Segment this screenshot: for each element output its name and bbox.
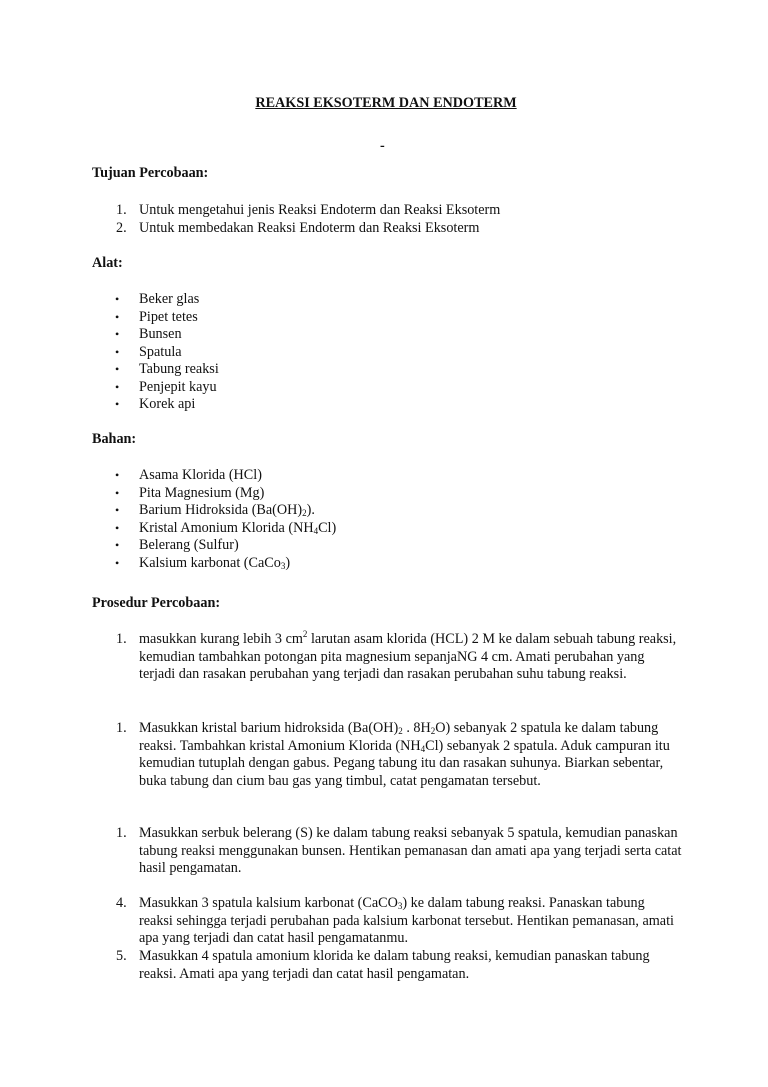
list-item: [92, 379, 692, 397]
bullet-icon: •: [115, 538, 120, 552]
list-item: [92, 344, 692, 362]
alat-list: [92, 291, 692, 414]
item-text: Bunsen: [139, 326, 182, 342]
list-item: [92, 309, 692, 327]
bahan-list: [92, 467, 692, 572]
step-text: [92, 895, 682, 948]
subscript: 4: [420, 743, 426, 754]
subscript: 4: [313, 525, 319, 536]
step-number: 5.: [116, 948, 127, 964]
step-text-part: Cl) sebanyak 2 spatula. Aduk campuran itu kemudian tutuplah dengan gabus. Pegang tabung itu dan rasakan suhunya. Biarkan sebentar, buka tabung dan cium bau gas yang timbul, catat pengamatan tersebut.: [139, 737, 670, 789]
step-text-part: masukkan kurang lebih 3 cm: [139, 631, 303, 647]
item-text: Pita Magnesium (Mg): [139, 484, 265, 501]
bullet-icon: •: [115, 397, 120, 411]
step-text-part: O) sebanyak 2 spatula ke dalam tabung reaksi. Tambahkan kristal Amonium Klorida (NH: [139, 720, 659, 754]
bullet-icon: •: [115, 344, 120, 359]
list-item: [92, 361, 692, 379]
item-text: Kalsium karbonat (CaCo: [139, 554, 281, 571]
item-text: Pipet tetes: [139, 308, 198, 325]
step-text: Masukkan 4 spatula amonium klorida ke dalam tabung reaksi, kemudian panaskan tabung reaksi. Amati apa yang terjadi dan catat hasil pengamatan.: [139, 948, 650, 982]
list-item: [92, 396, 692, 414]
title-dash: -: [380, 138, 385, 154]
subscript: 2: [302, 508, 307, 518]
tujuan-list: [92, 202, 692, 237]
bullet-icon: •: [115, 309, 120, 324]
bullet-icon: •: [115, 292, 120, 306]
item-text: Barium Hidroksida (Ba(OH): [139, 502, 303, 518]
alat-heading: Alat:: [92, 255, 123, 271]
list-item: [92, 485, 692, 503]
step-text-part: . 8H: [402, 720, 431, 736]
step-text-part: ) ke dalam tabung reaksi. Panaskan tabung reaksi sehingga terjadi perubahan pada kalsium karbonat tersebut. Hentikan pemanasan, amati apa yang terjadi dan catat hasil pengamatanmu.: [139, 895, 674, 946]
bullet-icon: •: [115, 485, 120, 500]
list-item: [92, 326, 692, 344]
procedure-step: [92, 825, 682, 878]
procedure-step: [92, 948, 682, 983]
item-text: Penjepit kayu: [139, 378, 217, 395]
step-number: 1.: [116, 825, 127, 841]
list-item: [92, 220, 692, 238]
item-text: ): [285, 554, 291, 571]
subscript: 3: [280, 560, 286, 571]
step-number: 4.: [116, 895, 127, 911]
item-text: Beker glas: [139, 291, 200, 307]
prosedur-heading: Prosedur Percobaan:: [92, 595, 221, 611]
subscript: 2: [430, 726, 436, 736]
step-text: [92, 720, 682, 790]
item-text: Spatula: [139, 343, 182, 360]
list-item: [92, 502, 692, 520]
bullet-icon: •: [115, 468, 120, 482]
superscript: 2: [302, 629, 308, 639]
procedure-step: [92, 720, 682, 790]
tujuan-heading: Tujuan Percobaan:: [92, 165, 209, 181]
step-text: [92, 631, 682, 684]
item-text: Untuk mengetahui jenis Reaksi Endoterm dan Reaksi Eksoterm: [139, 202, 501, 218]
bullet-icon: •: [115, 520, 120, 535]
step-text-part: Masukkan 3 spatula kalsium karbonat (CaCO: [139, 895, 398, 911]
subscript: 2: [398, 726, 403, 736]
item-text: Cl): [318, 519, 337, 536]
list-item: [92, 202, 692, 220]
list-item: [92, 467, 692, 485]
bullet-icon: •: [115, 503, 120, 517]
item-number: 2.: [116, 219, 127, 236]
list-item: [92, 520, 692, 538]
item-text: Belerang (Sulfur): [139, 537, 239, 553]
bahan-heading: Bahan:: [92, 431, 137, 447]
item-number: 1.: [116, 202, 127, 218]
step-text-part: larutan asam klorida (HCL) 2 M ke dalam sebuah tabung reaksi, kemudian tambahkan potongan pita magnesium sepanjaNG 4 cm. Amati perubahan yang terjadi dan rasakan perubahan yang terjadi dan rasakan perubahan suhu tabung reaksi.: [139, 631, 677, 682]
bullet-icon: •: [115, 362, 120, 376]
item-text: Kristal Amonium Klorida (NH: [139, 519, 314, 536]
item-text: Untuk membedakan Reaksi Endoterm dan Reaksi Eksoterm: [139, 219, 480, 236]
list-item: [92, 555, 692, 573]
bullet-icon: •: [115, 555, 120, 570]
step-text-part: Masukkan kristal barium hidroksida (Ba(OH): [139, 720, 399, 736]
item-text: Tabung reaksi: [139, 361, 219, 377]
list-item: [92, 291, 692, 309]
step-number: 1.: [116, 631, 127, 647]
step-text: Masukkan serbuk belerang (S) ke dalam tabung reaksi sebanyak 5 spatula, kemudian panaskan tabung reaksi menggunakan bunsen. Hentikan pemanasan dan amati apa yang terjadi serta catat hasil pengamatan.: [139, 825, 682, 876]
item-text: Korek api: [139, 396, 196, 412]
document-title: REAKSI EKSOTERM DAN ENDOTERM: [255, 95, 517, 111]
bullet-icon: •: [115, 327, 120, 341]
item-text: ).: [306, 502, 315, 518]
bullet-icon: •: [115, 379, 120, 394]
item-text: Asama Klorida (HCl): [139, 467, 262, 483]
subscript: 3: [397, 901, 403, 911]
procedure-step: [92, 631, 682, 684]
step-number: 1.: [116, 720, 127, 736]
list-item: [92, 537, 692, 555]
procedure-step: [92, 895, 682, 948]
